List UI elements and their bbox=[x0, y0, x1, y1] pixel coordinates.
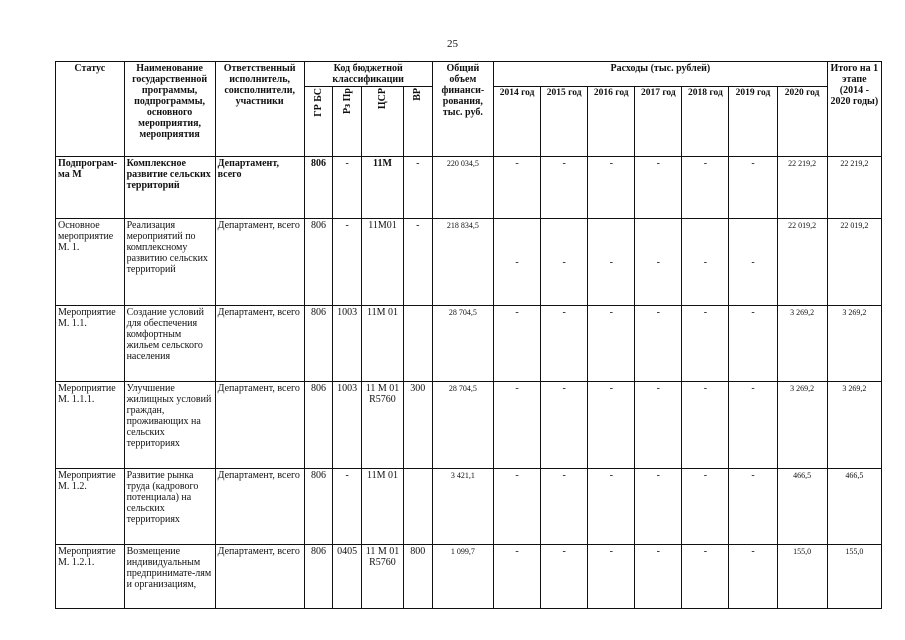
row-year-value: 3 269,2 bbox=[777, 382, 827, 469]
header-csr-cell bbox=[361, 87, 403, 157]
row-status: Мероприятие М. 1.1. bbox=[56, 306, 125, 382]
page-number: 25 bbox=[447, 38, 458, 50]
row-year-value: - bbox=[494, 157, 541, 219]
row-year-value: - bbox=[541, 306, 588, 382]
row-stage-total: 155,0 bbox=[827, 545, 881, 609]
row-rzpr: 1003 bbox=[333, 306, 362, 382]
row-year-value: 3 269,2 bbox=[777, 306, 827, 382]
row-grbs: 806 bbox=[304, 219, 333, 306]
header-grbs-cell bbox=[304, 87, 333, 157]
row-status: Мероприятие М. 1.2.1. bbox=[56, 545, 125, 609]
row-grbs: 806 bbox=[304, 545, 333, 609]
header-stage-total: Итого на 1 этапе (2014 - 2020 годы) bbox=[827, 62, 881, 157]
row-vr bbox=[403, 469, 432, 545]
row-year-value: - bbox=[494, 545, 541, 609]
row-year-value: - bbox=[635, 469, 682, 545]
row-year-value: - bbox=[682, 157, 729, 219]
row-grbs: 806 bbox=[304, 306, 333, 382]
table-row bbox=[56, 219, 882, 306]
header-total-volume: Общий объем финанси-рования, тыс. руб. bbox=[432, 62, 493, 157]
row-year-value: - bbox=[682, 545, 729, 609]
header-year: 2017 год bbox=[635, 87, 682, 157]
row-year-value: - bbox=[635, 382, 682, 469]
row-csr: 11М bbox=[361, 157, 403, 219]
row-name: Комплексное развитие сельских территорий bbox=[124, 157, 215, 219]
row-year-value: - bbox=[729, 306, 777, 382]
row-vr: 300 bbox=[403, 382, 432, 469]
row-stage-total: 22 019,2 bbox=[827, 219, 881, 306]
row-year-value: - bbox=[729, 469, 777, 545]
row-year-value: - bbox=[635, 219, 682, 306]
table-row bbox=[56, 306, 882, 382]
row-year-value: - bbox=[588, 219, 635, 306]
row-year-value: - bbox=[635, 545, 682, 609]
header-csr: ЦСР bbox=[376, 88, 388, 110]
row-year-value: 466,5 bbox=[777, 469, 827, 545]
row-year-value: - bbox=[682, 306, 729, 382]
row-total: 1 099,7 bbox=[432, 545, 493, 609]
row-responsible: Департамент, всего bbox=[215, 382, 304, 469]
header-name: Наименование государственной программы, подпрограммы, основного мероприятия, мероприятия bbox=[124, 62, 215, 157]
row-year-value: - bbox=[588, 545, 635, 609]
row-name: Реализация мероприятий по комплексному развитию сельских территорий bbox=[124, 219, 215, 306]
row-year-value: - bbox=[682, 219, 729, 306]
row-rzpr: - bbox=[333, 219, 362, 306]
row-csr: 11 М 01 R5760 bbox=[361, 545, 403, 609]
row-grbs: 806 bbox=[304, 157, 333, 219]
table-body bbox=[56, 157, 882, 609]
table-row bbox=[56, 545, 882, 609]
row-responsible: Департамент, всего bbox=[215, 157, 304, 219]
row-rzpr: - bbox=[333, 157, 362, 219]
row-name: Возмещение индивидуальным предпринимате-лям и организациям, bbox=[124, 545, 215, 609]
row-name: Развитие рынка труда (кадрового потенциала) на сельских территориях bbox=[124, 469, 215, 545]
row-name: Улучшение жилищных условий граждан, проживающих на сельских территориях bbox=[124, 382, 215, 469]
row-year-value: - bbox=[494, 469, 541, 545]
row-vr bbox=[403, 306, 432, 382]
row-year-value: - bbox=[588, 469, 635, 545]
header-year: 2014 год bbox=[494, 87, 541, 157]
row-year-value: - bbox=[494, 382, 541, 469]
row-responsible: Департамент, всего bbox=[215, 306, 304, 382]
header-rzpr: Рз Пр bbox=[341, 88, 353, 114]
row-year-value: 155,0 bbox=[777, 545, 827, 609]
row-year-value: - bbox=[541, 382, 588, 469]
row-status: Подпрограм-ма М bbox=[56, 157, 125, 219]
row-vr: 800 bbox=[403, 545, 432, 609]
row-year-value: - bbox=[494, 306, 541, 382]
row-stage-total: 466,5 bbox=[827, 469, 881, 545]
row-status: Мероприятие М. 1.1.1. bbox=[56, 382, 125, 469]
row-year-value: - bbox=[494, 219, 541, 306]
row-status: Мероприятие М. 1.2. bbox=[56, 469, 125, 545]
row-name: Создание условий для обеспечения комфортным жильем сельского населения bbox=[124, 306, 215, 382]
row-year-value: - bbox=[635, 306, 682, 382]
table-row bbox=[56, 157, 882, 219]
row-responsible: Департамент, всего bbox=[215, 545, 304, 609]
row-year-value: - bbox=[729, 157, 777, 219]
row-csr: 11М01 bbox=[361, 219, 403, 306]
header-responsible: Ответственный исполнитель, соисполнители, участники bbox=[215, 62, 304, 157]
header-year: 2020 год bbox=[777, 87, 827, 157]
row-rzpr: 1003 bbox=[333, 382, 362, 469]
header-rzpr-cell bbox=[333, 87, 362, 157]
row-total: 220 034,5 bbox=[432, 157, 493, 219]
row-total: 28 704,5 bbox=[432, 306, 493, 382]
table-row bbox=[56, 382, 882, 469]
row-vr: - bbox=[403, 219, 432, 306]
row-total: 218 834,5 bbox=[432, 219, 493, 306]
header-expenses: Расходы (тыс. рублей) bbox=[494, 62, 828, 87]
row-responsible: Департамент, всего bbox=[215, 219, 304, 306]
row-grbs: 806 bbox=[304, 469, 333, 545]
row-year-value: - bbox=[729, 545, 777, 609]
row-csr: 11 М 01 R5760 bbox=[361, 382, 403, 469]
row-stage-total: 3 269,2 bbox=[827, 306, 881, 382]
row-csr: 11М 01 bbox=[361, 306, 403, 382]
row-total: 3 421,1 bbox=[432, 469, 493, 545]
row-responsible: Департамент, всего bbox=[215, 469, 304, 545]
row-year-value: - bbox=[729, 382, 777, 469]
row-year-value: 22 019,2 bbox=[777, 219, 827, 306]
budget-table bbox=[55, 61, 882, 609]
header-year: 2019 год bbox=[729, 87, 777, 157]
row-rzpr: 0405 bbox=[333, 545, 362, 609]
row-year-value: - bbox=[588, 382, 635, 469]
row-total: 28 704,5 bbox=[432, 382, 493, 469]
header-year: 2016 год bbox=[588, 87, 635, 157]
row-grbs: 806 bbox=[304, 382, 333, 469]
row-year-value: - bbox=[541, 157, 588, 219]
row-vr: - bbox=[403, 157, 432, 219]
row-stage-total: 22 219,2 bbox=[827, 157, 881, 219]
header-grbs: ГР БС bbox=[313, 88, 324, 117]
header-year: 2015 год bbox=[541, 87, 588, 157]
row-stage-total: 3 269,2 bbox=[827, 382, 881, 469]
row-csr: 11М 01 bbox=[361, 469, 403, 545]
header-status: Статус bbox=[56, 62, 125, 157]
row-year-value: - bbox=[541, 469, 588, 545]
header-vr: ВР bbox=[412, 88, 424, 101]
row-year-value: 22 219,2 bbox=[777, 157, 827, 219]
header-vr-cell bbox=[403, 87, 432, 157]
row-year-value: - bbox=[682, 469, 729, 545]
row-year-value: - bbox=[588, 306, 635, 382]
header-budget-code: Код бюджетной классификации bbox=[304, 62, 432, 87]
row-year-value: - bbox=[682, 382, 729, 469]
row-year-value: - bbox=[541, 219, 588, 306]
row-status: Основное мероприятие М. 1. bbox=[56, 219, 125, 306]
row-year-value: - bbox=[588, 157, 635, 219]
row-rzpr: - bbox=[333, 469, 362, 545]
header-year: 2018 год bbox=[682, 87, 729, 157]
row-year-value: - bbox=[729, 219, 777, 306]
row-year-value: - bbox=[635, 157, 682, 219]
table-row bbox=[56, 469, 882, 545]
row-year-value: - bbox=[541, 545, 588, 609]
